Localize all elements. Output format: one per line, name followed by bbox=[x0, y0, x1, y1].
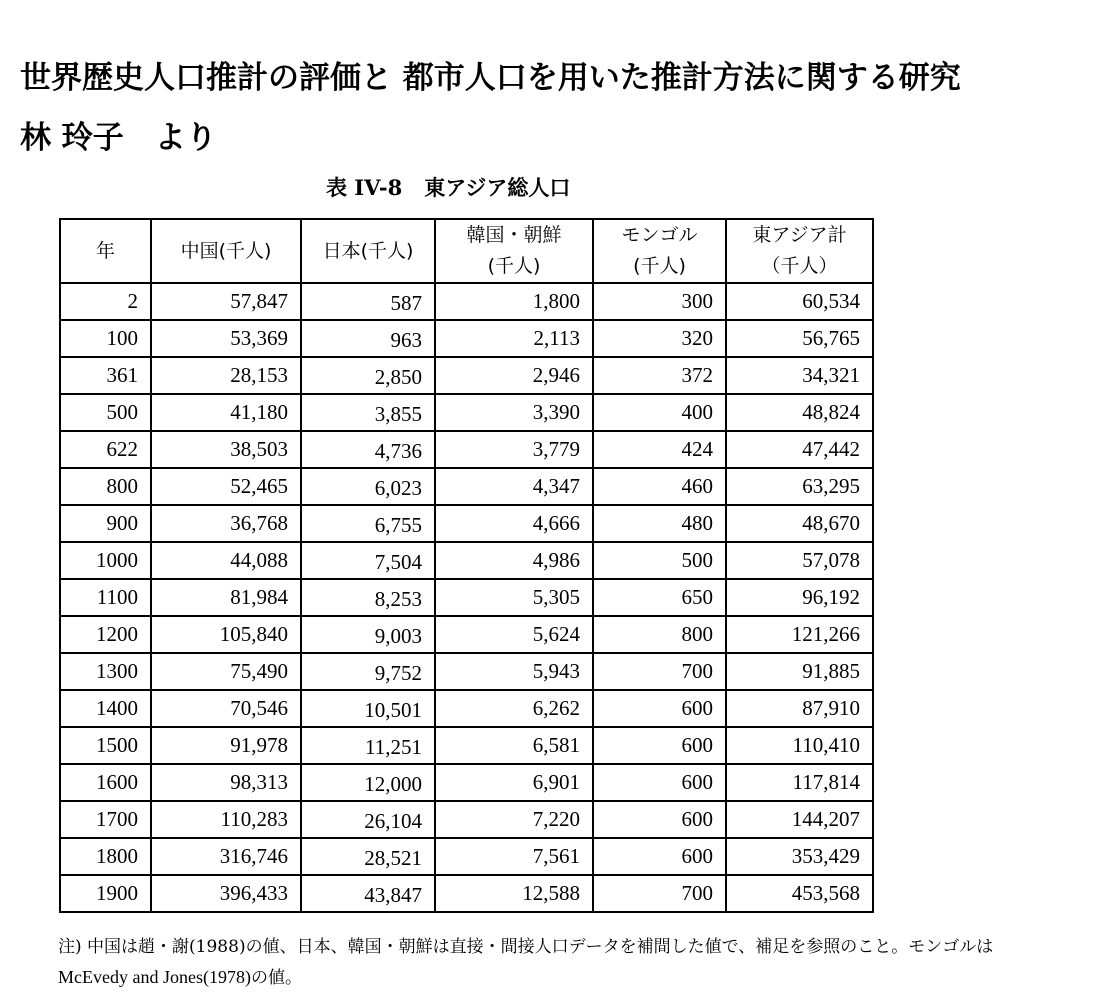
cell-china: 44,088 bbox=[151, 542, 301, 579]
table-row bbox=[60, 616, 873, 653]
table-row bbox=[60, 801, 873, 838]
table-row bbox=[60, 875, 873, 912]
cell-korea: 6,262 bbox=[435, 690, 593, 727]
cell-japan: 10,501 bbox=[301, 690, 435, 727]
cell-year: 1400 bbox=[60, 690, 151, 727]
cell-mongolia: 600 bbox=[593, 764, 726, 801]
cell-mongolia: 424 bbox=[593, 431, 726, 468]
table-row bbox=[60, 468, 873, 505]
cell-korea: 6,581 bbox=[435, 727, 593, 764]
header-text: (千人) bbox=[633, 255, 686, 277]
cell-korea: 7,561 bbox=[435, 838, 593, 875]
cell-year: 1300 bbox=[60, 653, 151, 690]
cell-year: 1900 bbox=[60, 875, 151, 912]
cell-mongolia: 400 bbox=[593, 394, 726, 431]
cell-korea: 2,113 bbox=[435, 320, 593, 357]
header-text: 中国(千人) bbox=[180, 239, 272, 262]
cell-japan: 7,504 bbox=[301, 542, 435, 579]
cell-total: 34,321 bbox=[726, 357, 873, 394]
cell-japan: 6,755 bbox=[301, 505, 435, 542]
cell-total: 57,078 bbox=[726, 542, 873, 579]
cell-year: 100 bbox=[60, 320, 151, 357]
table-row bbox=[60, 579, 873, 616]
cell-total: 121,266 bbox=[726, 616, 873, 653]
cell-mongolia: 650 bbox=[593, 579, 726, 616]
cell-mongolia: 600 bbox=[593, 727, 726, 764]
cell-korea: 4,666 bbox=[435, 505, 593, 542]
cell-year: 1200 bbox=[60, 616, 151, 653]
cell-china: 105,840 bbox=[151, 616, 301, 653]
cell-korea: 1,800 bbox=[435, 283, 593, 320]
header-china bbox=[151, 219, 301, 283]
header-text: 東アジア計 bbox=[752, 224, 847, 246]
cell-total: 91,885 bbox=[726, 653, 873, 690]
cell-china: 57,847 bbox=[151, 283, 301, 320]
cell-korea: 12,588 bbox=[435, 875, 593, 912]
cell-mongolia: 300 bbox=[593, 283, 726, 320]
cell-mongolia: 600 bbox=[593, 801, 726, 838]
cell-japan: 3,855 bbox=[301, 394, 435, 431]
header-text: (千人) bbox=[487, 255, 541, 277]
cell-china: 70,546 bbox=[151, 690, 301, 727]
cell-total: 87,910 bbox=[726, 690, 873, 727]
page-title: 世界歴史人口推計の評価と 都市人口を用いた推計方法に関する研究 bbox=[20, 60, 961, 96]
cell-korea: 5,943 bbox=[435, 653, 593, 690]
cell-year: 1600 bbox=[60, 764, 151, 801]
note-prefix: 注) bbox=[58, 937, 82, 957]
header-text: モンゴル bbox=[621, 224, 698, 246]
cell-china: 41,180 bbox=[151, 394, 301, 431]
note-text-2: の値。 bbox=[250, 968, 302, 988]
note-text-1: 中国は趙・謝(1988)の値、日本、韓国・朝鮮は直接・間接人口データを補間した値で、補足を参照のこと。モンゴルは bbox=[87, 937, 994, 957]
table-row bbox=[60, 283, 873, 320]
table-row bbox=[60, 320, 873, 357]
cell-china: 53,369 bbox=[151, 320, 301, 357]
cell-japan: 26,104 bbox=[301, 801, 435, 838]
cell-year: 900 bbox=[60, 505, 151, 542]
cell-korea: 6,901 bbox=[435, 764, 593, 801]
cell-year: 800 bbox=[60, 468, 151, 505]
cell-china: 75,490 bbox=[151, 653, 301, 690]
table-caption bbox=[326, 172, 570, 204]
table-row bbox=[60, 431, 873, 468]
cell-total: 48,670 bbox=[726, 505, 873, 542]
cell-year: 1500 bbox=[60, 727, 151, 764]
cell-china: 316,746 bbox=[151, 838, 301, 875]
table-caption-text: 東アジア総人口 bbox=[424, 175, 571, 200]
cell-japan: 4,736 bbox=[301, 431, 435, 468]
table-number: 表 IV-8 bbox=[326, 175, 403, 200]
cell-total: 117,814 bbox=[726, 764, 873, 801]
cell-mongolia: 372 bbox=[593, 357, 726, 394]
cell-china: 52,465 bbox=[151, 468, 301, 505]
cell-japan: 6,023 bbox=[301, 468, 435, 505]
cell-total: 63,295 bbox=[726, 468, 873, 505]
table-note bbox=[58, 932, 1058, 993]
cell-japan: 587 bbox=[301, 283, 435, 320]
table-row bbox=[60, 727, 873, 764]
cell-japan: 8,253 bbox=[301, 579, 435, 616]
cell-mongolia: 600 bbox=[593, 690, 726, 727]
table-row bbox=[60, 764, 873, 801]
header-text: （千人） bbox=[761, 255, 838, 277]
cell-mongolia: 460 bbox=[593, 468, 726, 505]
cell-japan: 11,251 bbox=[301, 727, 435, 764]
cell-korea: 4,347 bbox=[435, 468, 593, 505]
cell-china: 396,433 bbox=[151, 875, 301, 912]
cell-mongolia: 320 bbox=[593, 320, 726, 357]
cell-mongolia: 500 bbox=[593, 542, 726, 579]
table-row bbox=[60, 357, 873, 394]
table-row bbox=[60, 505, 873, 542]
cell-year: 622 bbox=[60, 431, 151, 468]
cell-korea: 2,946 bbox=[435, 357, 593, 394]
cell-mongolia: 480 bbox=[593, 505, 726, 542]
header-text: 年 bbox=[95, 239, 115, 262]
table-row bbox=[60, 394, 873, 431]
cell-total: 453,568 bbox=[726, 875, 873, 912]
cell-year: 1000 bbox=[60, 542, 151, 579]
cell-china: 98,313 bbox=[151, 764, 301, 801]
cell-japan: 9,752 bbox=[301, 653, 435, 690]
table-row bbox=[60, 542, 873, 579]
cell-korea: 5,305 bbox=[435, 579, 593, 616]
cell-mongolia: 800 bbox=[593, 616, 726, 653]
cell-total: 48,824 bbox=[726, 394, 873, 431]
cell-china: 110,283 bbox=[151, 801, 301, 838]
cell-korea: 3,779 bbox=[435, 431, 593, 468]
header-year bbox=[60, 219, 151, 283]
cell-china: 38,503 bbox=[151, 431, 301, 468]
note-source: McEvedy and Jones(1978) bbox=[58, 967, 251, 987]
cell-year: 500 bbox=[60, 394, 151, 431]
cell-japan: 28,521 bbox=[301, 838, 435, 875]
header-mongolia bbox=[593, 219, 726, 283]
cell-mongolia: 600 bbox=[593, 838, 726, 875]
cell-korea: 5,624 bbox=[435, 616, 593, 653]
cell-total: 56,765 bbox=[726, 320, 873, 357]
cell-year: 361 bbox=[60, 357, 151, 394]
header-korea bbox=[435, 219, 593, 283]
cell-total: 110,410 bbox=[726, 727, 873, 764]
cell-china: 81,984 bbox=[151, 579, 301, 616]
cell-year: 2 bbox=[60, 283, 151, 320]
cell-year: 1100 bbox=[60, 579, 151, 616]
table-row bbox=[60, 838, 873, 875]
header-japan bbox=[301, 219, 435, 283]
cell-total: 96,192 bbox=[726, 579, 873, 616]
cell-korea: 7,220 bbox=[435, 801, 593, 838]
cell-year: 1800 bbox=[60, 838, 151, 875]
cell-total: 144,207 bbox=[726, 801, 873, 838]
cell-total: 47,442 bbox=[726, 431, 873, 468]
cell-total: 60,534 bbox=[726, 283, 873, 320]
table-row bbox=[60, 690, 873, 727]
header-text: 日本(千人) bbox=[322, 239, 414, 262]
author-line: 林 玲子 より bbox=[20, 120, 217, 156]
cell-china: 91,978 bbox=[151, 727, 301, 764]
cell-mongolia: 700 bbox=[593, 653, 726, 690]
table-row bbox=[60, 653, 873, 690]
cell-total: 353,429 bbox=[726, 838, 873, 875]
cell-year: 1700 bbox=[60, 801, 151, 838]
cell-china: 36,768 bbox=[151, 505, 301, 542]
header-east-asia-total bbox=[726, 219, 873, 283]
cell-korea: 4,986 bbox=[435, 542, 593, 579]
header-text: 韓国・朝鮮 bbox=[466, 224, 562, 246]
table-header-row bbox=[60, 219, 873, 283]
population-table bbox=[59, 218, 874, 913]
cell-japan: 12,000 bbox=[301, 764, 435, 801]
table-body bbox=[60, 283, 873, 912]
cell-japan: 9,003 bbox=[301, 616, 435, 653]
cell-japan: 963 bbox=[301, 320, 435, 357]
cell-korea: 3,390 bbox=[435, 394, 593, 431]
cell-japan: 2,850 bbox=[301, 357, 435, 394]
cell-mongolia: 700 bbox=[593, 875, 726, 912]
cell-japan: 43,847 bbox=[301, 875, 435, 912]
cell-china: 28,153 bbox=[151, 357, 301, 394]
